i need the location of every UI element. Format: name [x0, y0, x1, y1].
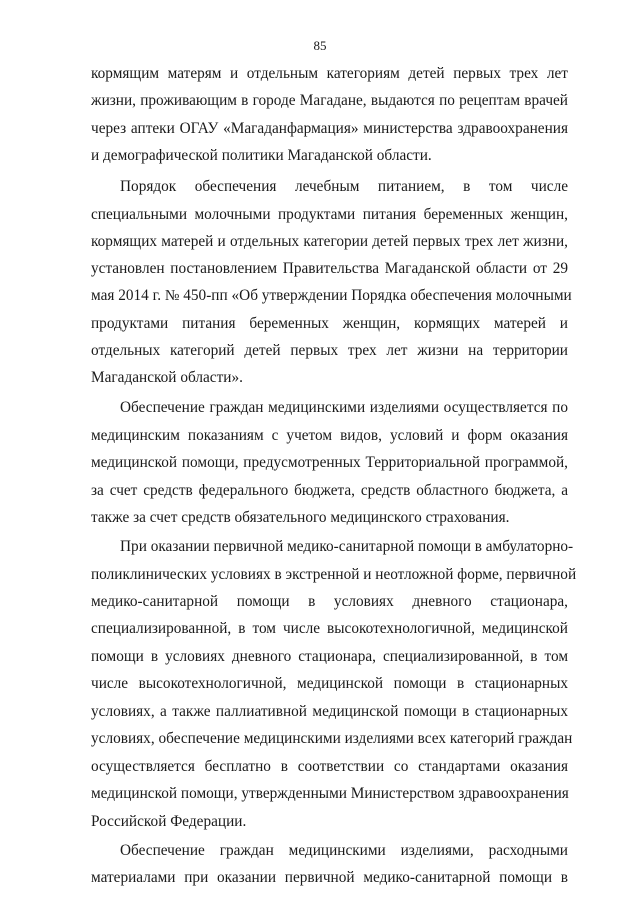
text-line: условиях, обеспечение медицинскими изделиями всех категорий граждан	[91, 730, 573, 747]
text-line: материалами при оказании первичной медико-санитарной помощи в	[91, 869, 568, 886]
text-line: помощи в условиях дневного стационара, специализированной, в том	[91, 648, 568, 665]
text-line: осуществляется бесплатно в соответствии со стандартами оказания	[91, 758, 568, 775]
page-number: 85	[313, 38, 327, 53]
text-line: также за счет средств обязательного медицинского страхования.	[91, 509, 510, 526]
text-line: за счет средств федерального бюджета, средств областного бюджета, а	[91, 482, 568, 499]
text-line: медицинской помощи, утвержденными Министерством здравоохранения	[91, 785, 569, 802]
text-line: продуктами питания беременных женщин, кормящих матерей и	[91, 315, 568, 332]
text-line: жизни, проживающим в городе Магадане, выдаются по рецептам врачей	[91, 92, 568, 109]
text-line: условиях, а также паллиативной медицинской помощи в стационарных	[91, 703, 568, 720]
text-line: числе высокотехнологичной, медицинской помощи в стационарных	[91, 675, 568, 692]
text-line: установлен постановлением Правительства Магаданской области от 29	[91, 260, 568, 277]
text-line: При оказании первичной медико-санитарной помощи в амбулаторно-	[120, 538, 574, 555]
text-line: медицинским показаниям с учетом видов, условий и форм оказания	[91, 427, 568, 444]
text-line: через аптеки ОГАУ «Магаданфармация» министерства здравоохранения	[91, 120, 568, 137]
text-line: Российской Федерации.	[91, 813, 247, 830]
text-line: специализированной, в том числе высокотехнологичной, медицинской	[91, 620, 568, 637]
text-line: медицинской помощи, предусмотренных Территориальной программой,	[91, 454, 568, 471]
text-line: Магаданской области».	[91, 369, 243, 386]
text-line: специальными молочными продуктами питания беременных женщин,	[91, 206, 568, 223]
text-line: отдельных категорий детей первых трех лет жизни на территории	[91, 342, 568, 359]
text-line: кормящим матерям и отдельным категориям детей первых трех лет	[91, 65, 568, 82]
text-line: Обеспечение граждан медицинскими изделиями осуществляется по	[120, 399, 568, 416]
text-line: медико-санитарной помощи в условиях дневного стационара,	[91, 593, 568, 610]
text-line: поликлинических условиях в экстренной и неотложной форме, первичной	[91, 566, 577, 583]
text-line: и демографической политики Магаданской области.	[91, 147, 432, 164]
text-line: кормящих матерей и отдельных категории детей первых трех лет жизни,	[91, 233, 568, 250]
text-line: мая 2014 г. № 450-пп «Об утверждении Порядка обеспечения молочными	[91, 287, 572, 304]
text-line: Обеспечение граждан медицинскими изделиями, расходными	[120, 842, 568, 859]
text-line: Порядок обеспечения лечебным питанием, в том числе	[120, 178, 568, 195]
